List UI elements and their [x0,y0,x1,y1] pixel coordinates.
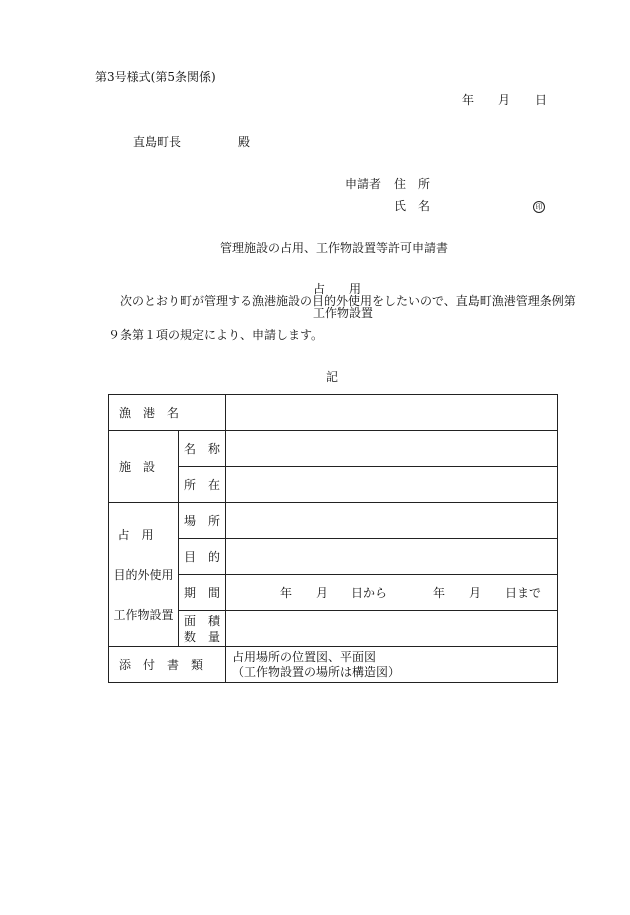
facility-name-label: 名 称 [183,442,220,456]
attachments-value [226,647,558,683]
table-row [109,503,558,539]
attachments-line-1: 占用場所の位置図、平面図 [232,649,377,664]
use-group-cell [109,503,179,647]
area-quantity-value[interactable] [226,611,558,647]
purpose-label: 目 的 [183,550,220,564]
place-label-cell [179,503,226,539]
fishing-port-label: 漁 港 名 [119,406,180,420]
applicant-address-label: 住 所 [394,177,431,191]
period-month-to: 月 [469,585,482,600]
attachments-label-cell [109,647,226,683]
addressee-name: 直島町長 [133,135,182,149]
form-number: 第3号様式(第5条関係) [95,70,216,84]
facility-name-label-cell [179,431,226,467]
period-value[interactable] [226,575,558,611]
facility-label-cell [109,431,179,503]
body-construct-label: 工作物設置 [313,306,374,320]
attachments-text [226,650,557,680]
period-day-from: 日から [351,585,388,600]
attachments-line-2: （工作物設置の場所は構造図） [232,664,401,679]
document-title: 管理施設の占用、工作物設置等許可申請書 [220,241,449,255]
purpose-value[interactable] [226,539,558,575]
applicant-label: 申請者 [345,177,382,191]
purpose-label-cell [179,539,226,575]
table-row [109,431,558,467]
table-row [109,395,558,431]
table-row [109,647,558,683]
period-text [226,586,557,600]
area-quantity-label-cell [179,611,226,647]
fishing-port-value[interactable] [226,395,558,431]
period-label: 期 間 [183,586,220,600]
use-construct-label: 工作物設置 [113,608,174,622]
fishing-port-label-cell [109,395,226,431]
use-group-labels [109,515,178,635]
date-month: 月 [498,93,511,107]
place-value[interactable] [226,503,558,539]
period-year-to: 年 [433,585,446,600]
addressee-honorific: 殿 [238,135,251,149]
attachments-label: 添 付 書 類 [119,658,204,672]
area-quantity-labels [179,613,225,645]
body-line-1: 次のとおり町が管理する漁港施設の目的外使用をしたいので、直島町漁港管理条例第 [120,294,576,308]
seal-icon: 印 [533,201,545,213]
body-occupy-label: 占 用 [313,282,362,296]
date-day: 日 [535,93,548,107]
period-month-from: 月 [316,585,329,600]
date-year: 年 [462,93,475,107]
period-year-from: 年 [280,585,293,600]
area-label: 面 積 [183,613,220,628]
place-label: 場 所 [183,514,220,528]
facility-label: 施 設 [119,460,156,474]
applicant-name-label: 氏 名 [394,199,431,213]
use-purpose-label: 目的外使用 [113,568,174,582]
ki-mark: 記 [326,370,339,384]
facility-location-label: 所 在 [183,478,220,492]
use-occupy-label: 占 用 [117,528,154,542]
seal-mark [533,199,545,213]
facility-location-label-cell [179,467,226,503]
period-label-cell [179,575,226,611]
quantity-label: 数 量 [183,629,220,644]
facility-name-value[interactable] [226,431,558,467]
application-table [108,394,558,683]
period-day-to: 日まで [505,585,542,600]
facility-location-value[interactable] [226,467,558,503]
body-line-2: ９条第１項の規定により、申請します。 [108,328,324,342]
